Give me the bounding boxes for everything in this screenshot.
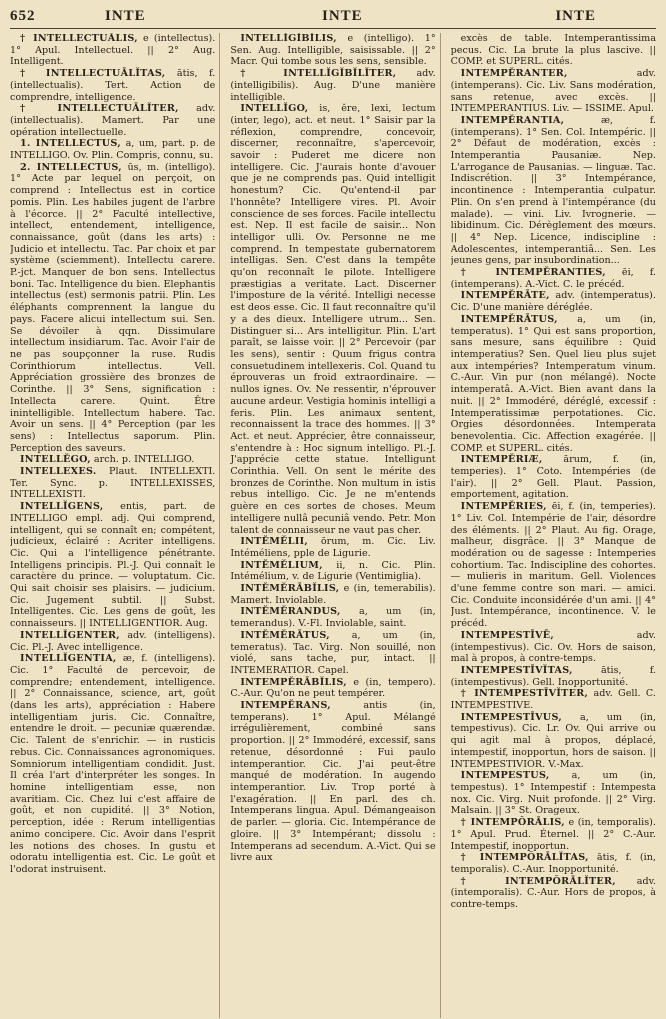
entry-headword: INTELLĬGĬBĬLIS, — [240, 33, 337, 44]
entry-headword: † INTEMPĔRANTIES, — [460, 267, 606, 279]
entry-headword: † INTEMPŎRĀLĬTAS, — [460, 852, 589, 864]
entry-definition: a, um, part. p. de INTELLIGO. Ov. Plin. Compris, connu, su. — [10, 138, 216, 162]
entry-headword: † INTELLECTUĀLĬTAS, — [20, 68, 166, 80]
entry-definition: adv. Gell. C. INTEMPESTIVE. — [450, 688, 656, 712]
dictionary-entry — [10, 630, 215, 653]
entry-definition: adv. (intemperans). Cic. Liv. Sans modération, sans retenue, avec excès. || INTEMPERANTIUS. Liv. — ISSIME. Apul. — [450, 68, 656, 115]
dictionary-entry — [230, 103, 435, 536]
dictionary-entry — [10, 653, 215, 875]
entry-headword: 2. INTELLECTUS, — [20, 161, 122, 173]
entry-headword: INTĔMĔLII, — [240, 536, 309, 548]
dictionary-entry — [10, 501, 215, 630]
running-head-right: INTE — [555, 8, 596, 24]
entry-headword: INTEMPĔRĀTUS, — [460, 313, 558, 325]
entry-definition: adv. (intemporalis). C.-Aur. Hors de propos, à contre-temps. — [450, 875, 656, 911]
entry-headword: INTEMPESTUS, — [460, 770, 550, 782]
dictionary-entry — [230, 33, 435, 68]
dictionary-entry — [451, 33, 656, 68]
entry-definition: a, um (in, tempestivus). Cic. Lr. Ov. Qui arrive ou qui agit mal à propos, déplacé, intempestif, inopportun, hors de saison. || INTEMPESTIVIOR. V.-Max. — [450, 711, 656, 770]
entry-headword: 1. INTELLECTUS, — [20, 138, 121, 150]
entry-definition: ārum, f. (in, temperies). 1° Coto. Intempéries (de l'air). || 2° Gell. Plaut. Passion, emportement, agitation. — [450, 454, 656, 501]
entry-definition: adv. (intempestivus). Cic. Ov. Hors de saison, mal à propos, à contre-temps. — [450, 629, 656, 665]
dictionary-entry — [10, 162, 215, 455]
dictionary-entry — [451, 68, 656, 115]
entry-definition: adv. (intellectualis). Mamert. Par une opération intellectuelle. — [10, 103, 216, 138]
entry-definition: entis, part. de INTELLIGO empl. adj. Qui comprend, intelligent, qui se connaît en; compétent, judicieux, éclairé : Acriter intelligens. Cic. Qui a l'intelligence pénétrante. Intelligens principis. Pl.-J. Qui connaît le caractère du prince. — voluptatum. Cic. Qui sait choisir ses plaisirs. — judicium. Cic. Jugement subtil. || Subst. Intelligentes. Cic. Les gens de goût, les connaisseurs. || INTELLIGENTIOR. Aug. — [10, 501, 216, 630]
entry-headword: INTEMPĔRANTER, — [460, 68, 568, 80]
dictionary-entry — [10, 33, 215, 68]
entry-headword: INTELLĔGO, — [20, 454, 91, 466]
entry-headword: † INTELLĬGĬBĬLĬTER, — [240, 68, 397, 80]
column-middle — [230, 33, 440, 1018]
dictionary-entry — [10, 138, 215, 161]
dictionary-entry — [451, 688, 656, 711]
dictionary-entry — [230, 700, 435, 864]
dictionary-entry — [10, 103, 215, 138]
entry-headword: INTELLĬGENTER, — [20, 629, 120, 641]
text-columns — [10, 33, 656, 1018]
dictionary-entry — [451, 454, 656, 501]
dictionary-entry — [230, 583, 435, 606]
entry-headword: INTĔMĔLIUM, — [240, 559, 323, 571]
entry-headword: INTELLĬGENS, — [20, 501, 104, 513]
dictionary-entry — [451, 712, 656, 771]
entry-definition: antis (in, temperans). 1° Apul. Mélangé irrégulièrement, combiné sans proportion. || 2° Immodéré, excessif, sans retenue, désordonné : Fui paulo intemperantior. Cic. J'ai peut-être manqué de modération. In augendo intemperantior. Liv. Trop porté à l'exagération. || En parl. des ch. Intemperans lingua. Apul. Démangeaison de parler. — gloria. Cic. Intempérance de gloire. || 3° Intempérant; dissolu : Intemperans ad secendum. A.-Vict. Qui se livre aux — [230, 700, 436, 864]
dictionary-entry — [10, 466, 215, 501]
entry-definition: ūs, m. (intelligo). 1° Acte par lequel on perçoit, on comprend : Intellectus est in cortice pomis. Plin. Les habiles jugent de l'arbre à l'écorce. || 2° Faculté intellective, intellect, entendement, intelligence, connaissance, goût (dans les arts) : Judicio et intellectu. Tac. Par choix et par système (sciemment). Intellectu carere. P.-jct. Manquer de bon sens. Intellectus boni. Tac. Intelligence du bien. Elephantis intellectus (est) sermonis patrii. Plin. Les éléphants comprennent la langue du pays. Facere alicui intellectum sui. Sen. Se dévoiler à qqn. Dissimulare intellectum insidiarum. Tac. Avoir l'air de ne pas soupçonner la ruse. Rudis Corinthiorum intellectus. Vell. Appréciation grossière des bronzes de Corinthe. || 3° Sens, signification : Intellecta carere. Quint. Être inintelligible. Intellectum habere. Tac. Avoir un sens. || 4° Perception (par les sens) : Intellectus saporum. Plin. Perception des saveurs. — [10, 161, 216, 454]
entry-headword: INTEMPĔRĀBĬLIS, — [240, 676, 347, 688]
entry-definition: a, um (in, temperatus). 1° Qui est sans proportion, sans mesure, sans équilibre : Quid intemperatius? Sen. Quel lieu plus sujet aux intempéries? Intemperatum vinum. C.-Aur. Vin pur (non mélangé). Nocte intemperatâ. A.-Vict. Bien avant dans la nuit. || 2° Immodéré, déréglé, excessif : Intemperatissimæ perpotationes. Cic. Orgies désordonnées. Intemperata benevolentia. Cic. Affection exagérée. || COMP. et SUPERL. cités. — [450, 313, 656, 454]
entry-definition: ēi, f. (in, temperies). 1° Liv. Col. Intempérie de l'air, désordre des éléments. || 2° Plaut. Au fig. Orage, malheur, disgrâce. || 3° Manque de modération ou de sagesse : Intemperies cohortium. Tac. Indiscipline des cohortes. — mulieris in maritum. Gell. Violences d'une femme contre son mari. — amici. Cic. Conduite inconsidérée d'un ami. || 4° Just. Intempérance, incontinence. V. le précéd. — [450, 501, 656, 630]
entry-headword: INTEMPĔRĀTE, — [460, 290, 550, 302]
dictionary-entry — [230, 68, 435, 103]
entry-definition: ōrum, m. Cic. Liv. Intéméliens, pple de Ligurie. — [230, 536, 436, 559]
dictionary-entry — [451, 314, 656, 454]
page-number: 652 — [10, 8, 36, 24]
entry-headword: † INTEMPŎRĀLĬTER, — [460, 875, 616, 887]
entry-headword: † INTELLECTUĀLĬTER, — [20, 103, 179, 115]
entry-headword: INTĔMĔRĀBĬLIS, — [240, 583, 340, 595]
entry-definition: Plaut. INTELLEXTI. Ter. Sync. p. INTELLEXISSES, INTELLEXISTI. — [10, 466, 216, 501]
entry-definition: adv. (intemperatus). Cic. D'une manière déréglée. — [450, 290, 656, 314]
dictionary-entry — [230, 536, 435, 559]
dictionary-entry — [230, 606, 435, 629]
entry-definition: æ, f. (intelligens). Cic. 1° Faculté de percevoir, de comprendre; entendement, intelligence. || 2° Connaissance, science, art, goût (dans les arts), appréciation : Habere intelligentiam juris. Cic. Connaître, entendre le droit. — pecuniæ quærendæ. Cic. Talent de s'enrichir. — in rusticis rebus. Cic. Connaissances agronomiques. Somniorum intelligentiam condidit. Just. Il créa l'art d'interpréter les songes. In homine intelligentiam esse, non avaritiam. Cic. Chez lui c'est affaire de goût, et non cupidité. || 3° Notion, perception, idée : Rerum intelligentias animo concipere. Cic. Avoir dans l'esprit les notions des choses. In gustu et odoratu intelligentia est. Cic. Le goût et l'odorat instruisent. — [10, 653, 216, 875]
entry-definition: e (in, tempero). C.-Aur. Qu'on ne peut tempérer. — [230, 676, 436, 700]
entry-definition: ātis, f. (in, temporalis). C.-Aur. Inopportunité. — [450, 852, 656, 875]
dictionary-entry — [451, 630, 656, 665]
entry-definition: e (intelligo). 1° Sen. Aug. Intelligible, saisissable. || 2° Macr. Qui tombe sous les sens, sensible. — [230, 33, 436, 68]
entry-headword: INTEMPESTĪVUS, — [460, 711, 563, 723]
dictionary-entry — [451, 817, 656, 852]
entry-definition: adv. (intelligibilis). Aug. D'une manière intelligible. — [230, 68, 436, 103]
running-head-left: INTE — [105, 8, 146, 24]
entry-definition: ātis, f. (intellectualis). Tert. Action de comprendre, intelligence. — [10, 68, 216, 103]
entry-definition: e (intellectus). 1° Apul. Intellectuel. || 2° Aug. Intelligent. — [10, 33, 216, 68]
entry-definition: e (in, temporalis). 1° Apul. Prud. Éternel. || 2° C.-Aur. Intempestif, inopportun. — [450, 817, 656, 852]
entry-definition: e (in, temerabilis). Mamert. Inviolable. — [230, 583, 436, 606]
dictionary-entry — [10, 68, 215, 103]
dictionary-entry — [451, 876, 656, 911]
entry-definition: ātis, f. (intempestivus). Gell. Inopportunité. — [450, 664, 656, 688]
page-header — [10, 6, 656, 29]
dictionary-entry — [451, 852, 656, 875]
entry-headword: † INTEMPŎRĀLIS, — [460, 817, 565, 829]
dictionary-entry — [451, 501, 656, 630]
entry-definition: adv. (intelligens). Cic. Pl.-J. Avec intelligence. — [10, 629, 216, 653]
entry-definition: æ, f. (intemperans). 1° Sen. Col. Intempéric. || 2° Défaut de modération, excès : Intemperantia Pausaniæ. Nep. L'arrogance de Pausanias. — linguæ. Tac. Indiscrétion. || 3° Intempérance, incontinence : Intemperantia culpatur. Plin. On s'en prend à l'intempérance (du malade). — vini. Liv. Ivrognerie. — libidinum. Cic. Dérèglement des mœurs. || 4° Nep. Licence, indiscipline : Adolescentes, intemperantiâ... Sen. Les jeunes gens, par insubordination... — [450, 114, 656, 267]
entry-headword: † INTEMPESTĪVĬTER, — [460, 688, 589, 700]
dictionary-entry — [230, 560, 435, 583]
entry-headword: INTELLĬGENTIA, — [20, 653, 117, 665]
entry-definition: a, um (in, tempestus). 1° Intempestif : Intempesta nox. Cic. Virg. Nuit profonde. || 2° Virg. Malsain. || 3° St. Orageux. — [450, 770, 656, 817]
dictionary-entry — [10, 454, 215, 466]
dictionary-entry — [451, 290, 656, 313]
dictionary-entry — [451, 770, 656, 817]
dictionary-entry — [451, 665, 656, 688]
dictionary-entry — [230, 677, 435, 700]
entry-definition: a, um (in, temerandus). V.-Fl. Inviolable, saint. — [230, 606, 436, 630]
entry-definition: is, ĕre, lexi, lectum (inter, lego), act. et neut. 1° Saisir par la réflexion, comprendre, concevoir, discerner, reconnaître, s'apercevoir, savoir : Puderet me dicere non intelligere. Cic. J'aurais honte d'avouer que je ne comprends pas. Quid intelligit honestum? Cic. Qu'entend-il par l'honnête? Intelligere vires. Pl. Avoir conscience de ses forces. Facile intellectu est. Nep. Il est facile de saisir... Non intelligor ulli. Ov. Personne ne me comprend. In tempestate gubernatorem intelligas. Sen. C'est dans la tempête qu'on reconnaît le pilote. Intelligere præstigias a veritate. Lact. Discerner l'imposture de la vérité. Intelligi necesse est deos esse. Cic. Il faut reconnaître qu'il y a des dieux. Intelligere utrum... Sen. Distinguer si... Ars intelligitur. Plin. L'art paraît, se laisse voir. || 2° Percevoir (par les sens), sentir : Quum frigus contra consuetudinem intellexeris. Col. Quand tu éprouveras un froid extraordinaire. — nullos ignes. Ov. Ne ressentir, n'éprouver aucune ardeur. Vestigia hominis intelligi a feris. Plin. Les animaux sentent, reconnaissent la trace des hommes. || 3° Act. et neut. Apprécier, être connaisseur, s'entendre à : Hoc signum intelligo. Pl.-J. J'apprécie cette statue. Intelligunt Corinthia. Vell. On sent le mérite des bronzes de Corinthe. Non multum in istis rebus intelligo. Cic. Je ne m'entends guère en ces sortes de choses. Meum intelligere nullâ pecuniâ vendo. Petr. Mon talent de connaisseur ne vaut pas cher. — [230, 103, 436, 536]
entry-headword: INTEMPESTĪVĬTAS, — [460, 664, 573, 676]
entry-definition: ii, n. Cic. Plin. Intémélium, v. de Ligurie (Ventimiglia). — [230, 559, 436, 583]
entry-headword: INTĔMĔRANDUS, — [240, 606, 341, 618]
running-head-center: INTE — [322, 8, 363, 24]
entry-headword: INTEMPĔRANTIA, — [460, 114, 565, 126]
entry-headword: INTEMPĔRANS, — [240, 700, 331, 712]
entry-headword: † INTELLECTUĀLIS, — [20, 33, 138, 44]
entry-definition: a, um (in, temeratus). Tac. Virg. Non souillé, non violé, sans tache, pur, intact. || INTEMERATIOR. Capel. — [230, 629, 436, 676]
column-left — [10, 33, 220, 1018]
entry-headword: INTEMPĔRIES, — [460, 501, 547, 513]
entry-headword: INTELLEXES. — [20, 466, 97, 478]
entry-definition: ēi, f. (intemperans). A.-Vict. C. le précéd. — [450, 267, 656, 290]
entry-definition: excès de table. Intemperantissima pecus. Cic. La brute la plus lascive. || COMP. et SUPERL. cités. — [450, 33, 656, 68]
entry-definition: arch. p. INTELLIGO. — [93, 454, 195, 466]
entry-headword: INTEMPESTĪVĒ, — [460, 629, 555, 641]
entry-headword: INTELLĬGO, — [240, 103, 309, 115]
dictionary-entry — [230, 630, 435, 677]
dictionary-entry — [451, 267, 656, 290]
column-right — [451, 33, 656, 1018]
entry-headword: INTĔMĔRĀTUS, — [240, 629, 330, 641]
entry-headword: INTEMPĔRIÆ, — [460, 454, 543, 466]
dictionary-entry — [451, 115, 656, 267]
